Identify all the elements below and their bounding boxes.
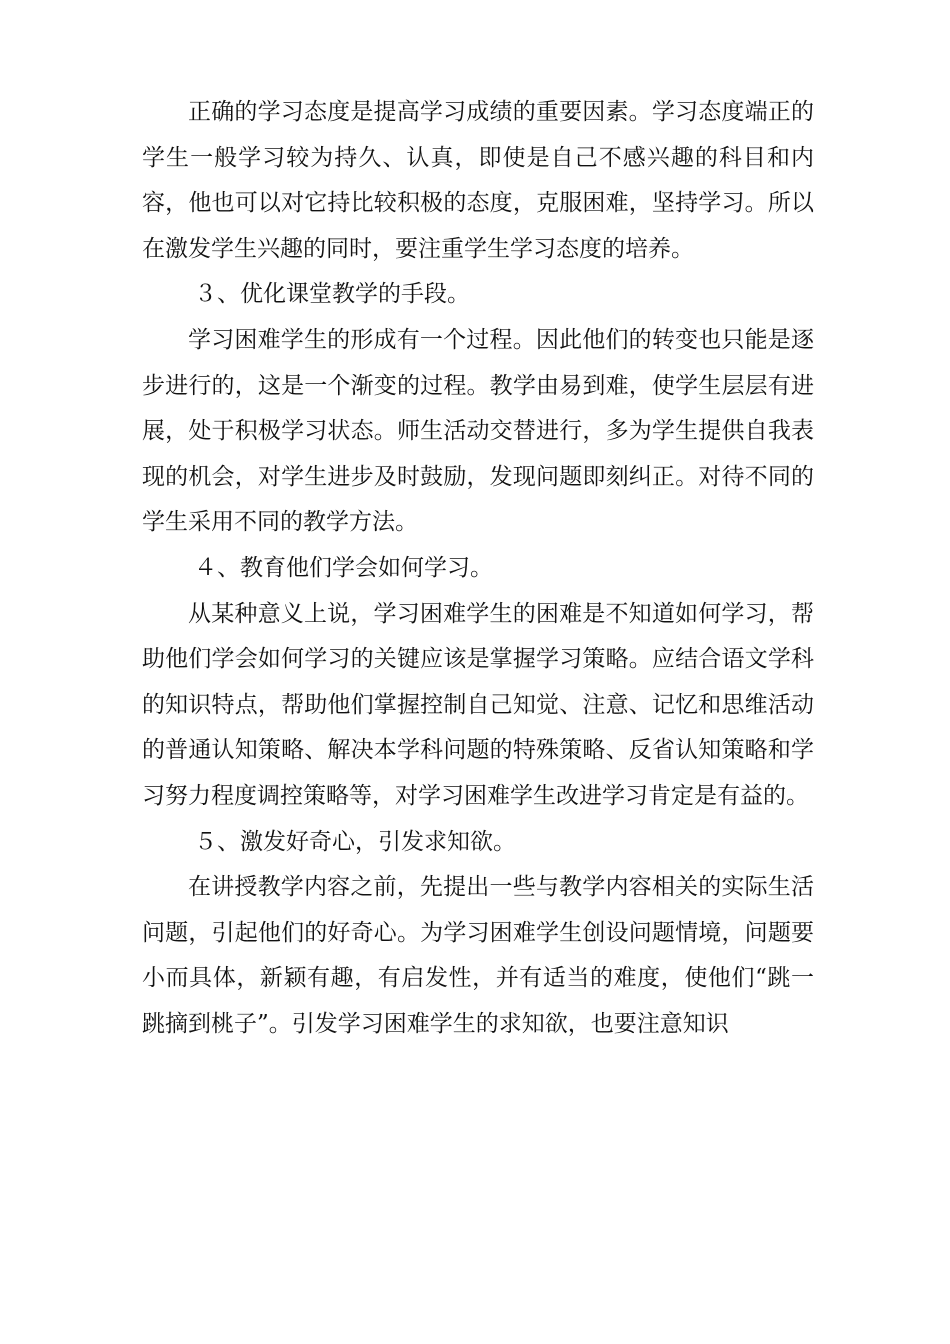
document-body: [142, 90, 814, 1047]
paragraph-learning-attitude: 正确的学习态度是提高学习成绩的重要因素。学习态度端正的学生一般学习较为持久、认真，即使是自己不感兴趣的科目和内容，他也可以对它持比较积极的态度，克服困难，坚持学习。所以在激发学生兴趣的同时，要注重学生学习态度的培养。: [142, 99, 814, 262]
paragraph-classroom-methods: 学习困难学生的形成有一个过程。因此他们的转变也只能是逐步进行的，这是一个渐变的过程。教学由易到难，使学生层层有进展，处于积极学习状态。师生活动交替进行，多为学生提供自我表现的机会，对学生进步及时鼓励，发现问题即刻纠正。对待不同的学生采用不同的教学方法。: [142, 326, 814, 536]
paragraph-curiosity: 在讲授教学内容之前，先提出一些与教学内容相关的实际生活问题，引起他们的好奇心。为学习困难学生创设问题情境，问题要小而具体，新颖有趣，有启发性，并有适当的难度，使他们“跳一跳摘到桃子”。引发学习困难学生的求知欲，也要注意知识: [142, 874, 814, 1037]
section-heading-4: ４、教育他们学会如何学习。: [194, 554, 493, 581]
paragraph-learning-strategies: 从某种意义上说，学习困难学生的困难是不知道如何学习，帮助他们学会如何学习的关键应该是掌握学习策略。应结合语文学科的知识特点，帮助他们掌握控制自己知觉、注意、记忆和思维活动的普通认知策略、解决本学科问题的特殊策略、反省认知策略和学习努力程度调控策略等，对学习困难学生改进学习肯定是有益的。: [142, 600, 814, 809]
section-heading-5: ５、激发好奇心，引发求知欲。: [194, 828, 516, 855]
section-heading-3: ３、优化课堂教学的手段。: [194, 281, 470, 308]
